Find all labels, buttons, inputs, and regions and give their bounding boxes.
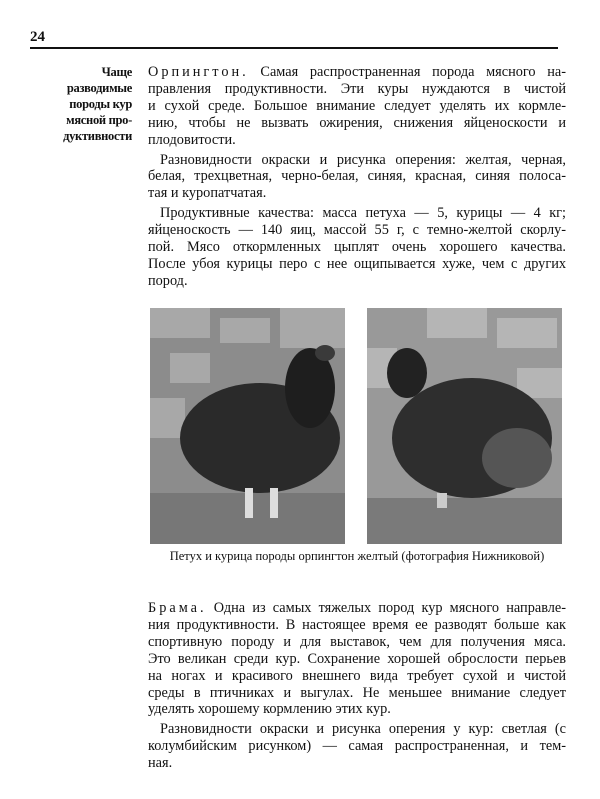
text-line-content: спортивную породу и для выставок, чем для получения мяса. xyxy=(148,633,566,650)
paragraph xyxy=(148,64,566,149)
text-line-content: и сухой среде. Большое внимание следует уделять их кормле- xyxy=(148,97,566,114)
text-line xyxy=(148,168,566,185)
text-line-content: Это великан среди кур. Сохранение хорошей оброслости перьев xyxy=(148,650,566,667)
rooster-photo xyxy=(150,308,345,544)
text-line xyxy=(148,239,566,256)
text-line-content: нию, чтобы не вызвать ожирения, снижения яйценоскости и xyxy=(148,114,566,131)
text-line xyxy=(148,64,566,81)
text-line-content: правления продуктивности. Эти куры нуждаются в чистой xyxy=(148,80,566,97)
margin-note-line: дуктивности xyxy=(63,129,132,143)
text-line xyxy=(148,81,566,98)
text-line xyxy=(148,721,566,738)
text-line xyxy=(148,668,566,685)
text-line-content: среды в птичниках и выгулах. Не меньшее внимание следует xyxy=(148,684,566,701)
text-line xyxy=(148,205,566,222)
text-line-content: пород. xyxy=(148,272,188,289)
header-rule xyxy=(30,47,558,49)
text-line-content: Разновидности окраски и рисунка оперения у кур: светлая (с xyxy=(160,721,566,738)
text-line-content: пой. Мясо откормленных цыплят очень хорошего качества. xyxy=(148,239,566,256)
text-line xyxy=(148,738,566,755)
text-line-content: колумбийским рисунком) — самая распространенная, и тем- xyxy=(148,738,566,755)
text-line-content: уделять хорошему кормлению этих кур. xyxy=(148,701,391,718)
text-line-content: плодовитости. xyxy=(148,131,236,148)
margin-note xyxy=(40,64,132,144)
text-line-content: тая и куропатчатая. xyxy=(148,185,267,202)
paragraph xyxy=(148,205,566,290)
text-line xyxy=(148,685,566,702)
section-title: Брама. xyxy=(148,600,207,616)
margin-note-line: породы кур xyxy=(69,97,132,111)
text-line xyxy=(148,222,566,239)
page-number: 24 xyxy=(30,29,45,45)
text-line-content: Разновидности окраски и рисунка оперения: желтая, черная, xyxy=(160,151,566,168)
text-line xyxy=(148,132,566,149)
paragraph xyxy=(148,721,566,772)
section-title: Орпингтон. xyxy=(148,64,249,80)
margin-note-line: мясной про- xyxy=(66,113,132,127)
text-line-content: Самая распространенная порода мясного на- xyxy=(260,64,566,80)
paragraph xyxy=(148,600,566,718)
text-line-content: яйценоскость — 140 яиц, массой 55 г, с темно-желтой скорлу- xyxy=(148,222,566,239)
text-line-content: Одна из самых тяжелых пород кур мясного направле- xyxy=(213,600,566,616)
text-line xyxy=(148,115,566,132)
brama-section xyxy=(148,600,566,775)
text-line xyxy=(148,617,566,634)
margin-note-line: разводимые xyxy=(66,81,132,95)
text-line-content: ния продуктивности. В настоящее время ее разводят больше как xyxy=(148,616,566,633)
text-line xyxy=(148,651,566,668)
text-line xyxy=(148,185,566,202)
orpington-section xyxy=(148,64,566,293)
text-line-content: белая, трехцветная, черно-белая, синяя, красная, синяя полоса- xyxy=(148,168,566,185)
paragraph xyxy=(148,152,566,203)
text-line xyxy=(148,701,566,718)
text-line xyxy=(148,755,566,772)
text-line xyxy=(148,600,566,617)
text-line xyxy=(148,634,566,651)
text-line-content: После убоя курицы перо с нее ощипывается хуже, чем с других xyxy=(148,255,566,272)
text-line xyxy=(148,98,566,115)
text-line-content: ная. xyxy=(148,755,173,772)
photo-caption: Петух и курица породы орпингтон желтый (фотография Нижниковой) xyxy=(169,549,545,563)
text-line-content: Продуктивные качества: масса петуха — 5, курицы — 4 кг; xyxy=(160,205,566,222)
text-line xyxy=(148,273,566,290)
hen-photo xyxy=(367,308,562,544)
text-line xyxy=(148,152,566,169)
text-line xyxy=(148,256,566,273)
text-line-content: на ногах и красивого внешнего вида требует сухой и чистой xyxy=(148,667,566,684)
margin-note-line: Чаще xyxy=(101,65,132,79)
